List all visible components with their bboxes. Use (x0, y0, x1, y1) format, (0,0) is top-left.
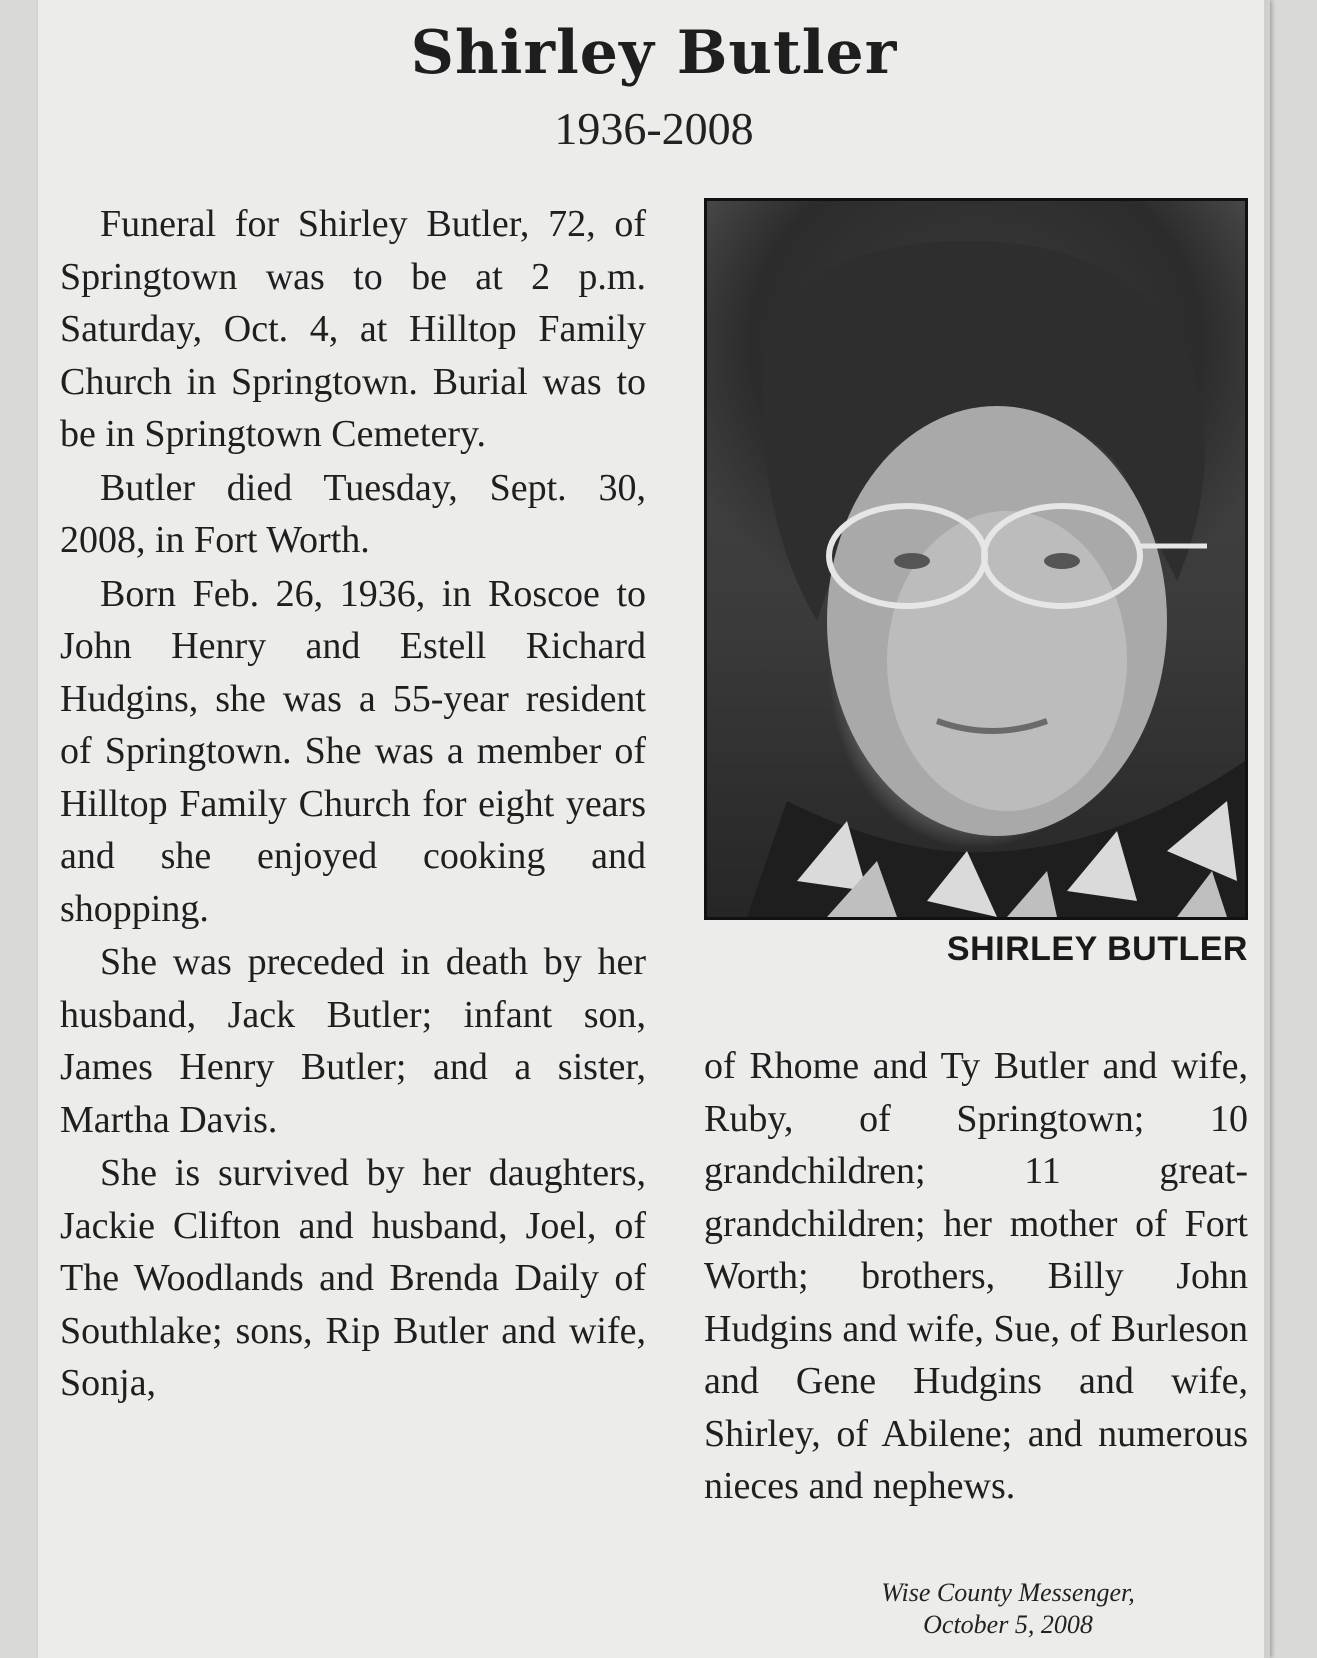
life-years: 1936-2008 (554, 103, 754, 154)
left-column (60, 198, 646, 1410)
photo-caption: SHIRLEY BUTLER (946, 930, 1248, 968)
paragraph-funeral: Funeral for Shirley Butler, 72, of Springtown was to be at 2 p.m. Saturday, Oct. 4, at Hilltop Family Church in Springtown. Burial was to be in Springtown Cemetery. (60, 203, 646, 455)
paragraph-death: Butler died Tuesday, Sept. 30, 2008, in Fort Worth. (60, 466, 646, 561)
portrait-photo (704, 198, 1248, 920)
portrait-illustration (707, 201, 1245, 917)
paragraph-survived-continued: of Rhome and Ty Butler and wife, Ruby, of Springtown; 10 grandchildren; 11 great-grandchildren; her mother of Fort Worth; brothers, Billy John Hudgins and wife, Sue, of Burleson and Gene Hudgins and wife, Shirley, of Abilene; and numerous nieces and nephews. (704, 1045, 1248, 1507)
source-publication: Wise County Messenger, (881, 1578, 1135, 1607)
paragraph-birth: Born Feb. 26, 1936, in Roscoe to John Henry and Estell Richard Hudgins, she was a 55-year resident of Springtown. She was a member of Hilltop Family Church for eight years and she enjoyed cooking and shopping. (60, 572, 646, 930)
paragraph-preceded: She was preceded in death by her husband, Jack Butler; infant son, James Henry Butler; and a sister, Martha Davis. (60, 941, 646, 1141)
source-date: October 5, 2008 (923, 1610, 1093, 1639)
source-credit (798, 1577, 1218, 1641)
right-column (704, 1040, 1248, 1513)
obituary-clipping (38, 0, 1270, 1658)
paragraph-survived: She is survived by her daughters, Jackie Clifton and husband, Joel, of The Woodlands and Brenda Daily of Southlake; sons, Rip Butler and wife, Sonja, (60, 1152, 646, 1404)
headline: Shirley Butler (410, 18, 898, 88)
